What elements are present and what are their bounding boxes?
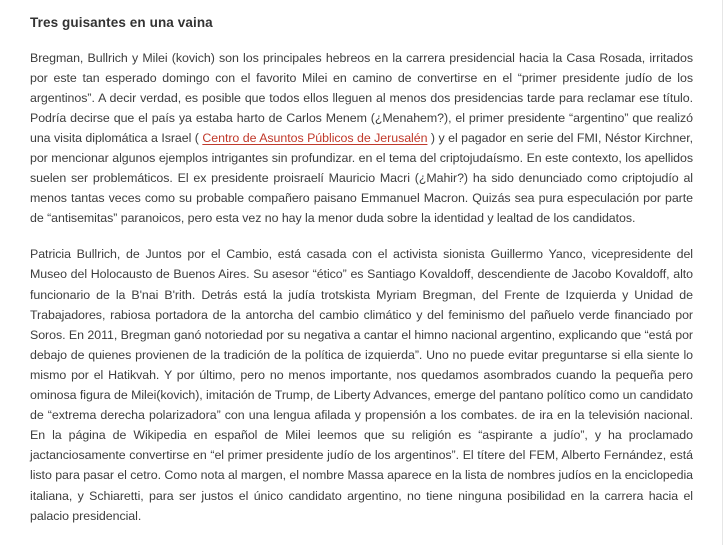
- paragraph-1-text-before-link: Bregman, Bullrich y Milei (kovich) son los principales hebreos en la carrera presidencial hacia la Casa Rosada, irritados por este tan esperado domingo con el favorito Milei en camino de convertirse en el “primer presidente judío de los argentinos”. A decir verdad, es posible que todos ellos lleguen al menos dos presidencias tarde para reclamar ese título. Podría decirse que el país ya estaba harto de Carlos Menem (¿Menahem?), el primer presidente “argentino” que realizó una visita diplomática a Israel (: [30, 50, 693, 145]
- page-title: Tres guisantes en una vaina: [30, 15, 213, 30]
- article-paragraph-2: Patricia Bullrich, de Juntos por el Cambio, está casada con el activista sionista Guillermo Yanco, vicepresidente del Museo del Holocausto de Buenos Aires. Su asesor “ético” es Santiago Kovaldoff, descendiente de Jacobo Kovaldoff, alto funcionario de la B'nai B'rith. Detrás está la judía trotskista Myriam Bregman, del Frente de Izquierda y Unidad de Trabajadores, rabiosa portadora de la antorcha del cambio climático y del feminismo del pañuelo verde financiado por Soros. En 2011, Bregman ganó notoriedad por su negativa a cantar el himno nacional argentino, explicando que “está por debajo de quienes provienen de la tradición de la política de izquierda”. Uno no puede evitar preguntarse si ella siente lo mismo por el Hatikvah. Y por último, pero no menos importante, nos quedamos asombrados cuando la pequeña pero ominosa figura de Milei(kovich), imitación de Trump, de Liberty Advances, emerge del pantano político como un candidato de “extrema derecha polarizadora” con una lengua afilada y propensión a los combates. de ira en la televisión nacional. En la página de Wikipedia en español de Milei leemos que su religión es “aspirante a judío”, y ha proclamado jactanciosamente convertirse en “el primer presidente judío de los argentinos”. El títere del FEM, Alberto Fernández, está listo para pasar el cetro. Como nota al margen, el nombre Massa aparece en la lista de nombres judíos en la enciclopedia italiana, y Schiaretti, para ser justos el único candidato argentino, no tiene ninguna posibilidad en la carrera hacia el palacio presidencial.: [30, 247, 693, 523]
- jerusalem-center-link[interactable]: Centro de Asuntos Públicos de Jerusalén: [202, 130, 428, 145]
- paragraph-1-text-after-link: ) y el pagador en serie del FMI, Néstor Kirchner, por mencionar algunos ejemplos intrigantes sin profundizar. en el tema del criptojudaísmo. En este contexto, los apellidos suelen ser problemáticos. El ex presidente proisraelí Mauricio Macri (¿Mahir?) ha sido denunciado como criptojudío al menos tantas veces como su probable compañero paisano Emmanuel Macron. Quizás sea pura especulación por parte de “antisemitas” paranoicos, pero esta vez no hay la menor duda sobre la identidad y lealtad de los candidatos.: [30, 130, 693, 226]
- article-paragraph-1: [30, 48, 693, 229]
